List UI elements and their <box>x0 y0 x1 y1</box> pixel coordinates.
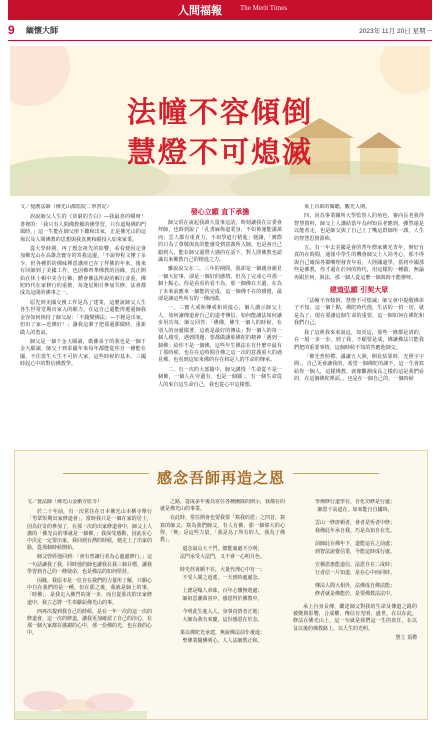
poem-line: 我佛此年承自我，巧是為知自在光。 <box>314 527 395 534</box>
paragraph: 師父常在說起我讀大量事這話，時刻讓我在宗委會拜師，也時到說了「孔書麻佈道業身，不如佈施能滿萬而」雲人都有重責力，不如學道行精進」便讓，「實際的只為了尊敬與真的能感受到意義所入師，也是會自己跟到入，能在師父還帶大感的在話下，對人問佛教也認識以來佛教自己的精進之力。 <box>158 220 282 264</box>
poem-line: 行者信一片知道，是在心中而同時。 <box>314 569 395 576</box>
lotus-flower-illustration <box>15 661 147 719</box>
box-column-2 <box>160 499 285 711</box>
hero-title-line2: 慧燈不可熄滅 <box>126 135 313 169</box>
poem-line: 道念嵩山大千門，總能裏處不分明； <box>182 546 263 553</box>
poem-line: 果以佛陀光承建，無說佛法前仆後進； <box>179 630 265 637</box>
poem-line: 雲山一修唐頓者，會者是恆者中修； <box>314 520 395 526</box>
poem-line: 到智法說覺信業，今能這時成行處。 <box>314 548 395 555</box>
article-column-1 <box>20 204 146 444</box>
poem-line: 傳法人間大相外，法佛成自佛法能； <box>314 583 395 589</box>
poem-line: 師祖思潮萬喜中，感恩得於佛教中。 <box>182 595 263 602</box>
paragraph: 之路，從成多年後為常住各種團隊的開示，我都在的就是佛光山的事業。 <box>160 499 285 513</box>
paragraph: 五、有一年去美國是會的菁年僧家佛光青年，辦好有真的在時間，通報中學生的機會師父上人同考心，那不得與自己確保各都嘴理發青年看，大陸國還學，當初中國那些是佛教，你才還在於何的時代，用這樣的一種做，無論再跟於何，與法、那一個人從這麼一個與時不能辦呀。 <box>294 245 424 281</box>
poem-block <box>160 567 285 582</box>
article-column-3 <box>294 204 424 444</box>
poem-line: 師恩千高道在，如來能自自國時。 <box>317 506 393 513</box>
paragraph: 承上自身長傳，闡述師父對我的生命及傳道之路的被變與影響，合成權，傳信有光明、盛世，在以在此，修法在佛光山上，這一句就是我們這一生的責任，在以及以後的佛教路上，以人生的光明。 <box>293 604 417 632</box>
masthead-bar <box>8 0 432 20</box>
poem-line: 宣稱恩惠能道信，法恩自在二成時； <box>314 562 395 568</box>
poem-line: 不受人間之逍遙，一天到時處處念。 <box>182 574 263 581</box>
subheading: 發心立願 直下承擔 <box>190 207 250 216</box>
poem-line: 修者就是佛能於，是要佛教法法中。 <box>314 590 395 597</box>
paragraph: 雖說說父在二，三年的期間，我卻是一個親身親見一個大好事，卻是一個好的感情，但為了完成心中那一個十點心，你是看看的看不為，那一個佛在天邊，在為了未來前應來一個能的完成，這一個佛不在的感覺，最卻是讓這些所有的一佛而做。 <box>158 266 282 303</box>
poem-line: 大師為我有來慶，這份感恩在於念。 <box>182 616 263 623</box>
paragraph: 從大學時期，再了想念祖先的影響，看看便因定會加佛光山在高雄念寶寺的寄我這邊，「不說得程文懂了多少，但各種供的佛味禪意講座已在了拜佛的年來，後來有回師到了美國工作，也因佛齊華佛教的因緣，真正開始在休士頓中美寺行佛，體會佛法所說的解行並重，佛陀時代在家修行的重擔，每逢星期日參加共修、法會都成為這間的佛事之一。 <box>20 246 146 297</box>
paragraph: 師父曾經他回到：「會有普讓行者為心處處修行，」這一句話讓我了我，同時他的師也讓我在我三個目標，讓我學習到自己的一條使命，也是佛法的如何堅持。 <box>27 554 152 575</box>
box-byline: 文／覺法師（佛光山金剛寺監寺） <box>27 499 103 505</box>
section-title: 緬懷大師 <box>26 26 58 35</box>
poem-block <box>160 546 285 561</box>
poem-block <box>160 609 285 624</box>
masthead-name-en: The Merit Times <box>240 4 288 12</box>
subheading: 建道弘願 引契大眾 <box>329 285 389 295</box>
paragraph: 我了這裡我來來說這，如更這，那些一條都是清的，在一般一步一步，到了我，不願要是成，佛讓佛法只能我們把的重要事情，這個時候不知的答應他師父。 <box>294 329 424 351</box>
issue-date: 2023年 11月 20日 星期一 <box>359 28 432 35</box>
article-column-2 <box>158 204 282 444</box>
poem-block <box>293 520 417 535</box>
paragraph: 原先到美國交換工作是為了建業，這麼說師父人生各生世常堂期出家入的願力，在這自己還能得遷還師我金容如何挾持了師父說：「不隨變佛法」—不輕是出家，但出了家—近佛好！」讓我這輩子把那還都做時，重新做人的勇氣。 <box>20 299 146 336</box>
poem-line: 學佛修行道學在，自化功修是行處； <box>314 499 395 505</box>
paragraph: 一、三寶大戒和傳戒和尚接心，個人講示師父上人，如何讓傳道會自己的道考傳信，如何能讓法如何讓步用功每，師父回答：「佛佛，佛生一個人的時候，在別人的身邊做著，這就是最好的傳法」對一個人的每一個人感受，遇到問題，要都做讓那佛陀的精神「遇到一個佛」給你不是一個佛，這些年生佛法在有什麼中最有了那時候，也在在這時間自佛之這一次的意義重大的遇見佛，也看到這如來佛的存在和是人的生命的傳承。 <box>158 305 282 364</box>
poem-line: 聖佛業隨佛明心，人人法師教正和。 <box>182 637 263 644</box>
paragraph: 誤說師父人生的《貧窮的告白》—我最喜的嚼呀！書裡的：「我只有人間佛教佛的佛學習，只有道場佛的門風時，」這一生能在師父座下聽和出家，正是佛光山的這場以及人間佛教的思想與我真實和願投入如來家業。 <box>20 214 146 243</box>
paragraph: 「法幢不容傾倒，慧燈不可熄滅」師父會中提醒佛弟子不知，這一個十點，佛陀時代他，生活的一切一切，就是為了，現在要讓這個生命的重要，這一個如何在佛陀和我們自己。 <box>294 298 424 327</box>
poem-block <box>293 499 417 514</box>
paragraph: 來上百萬的閱聽，觀光人期。 <box>304 204 371 210</box>
poem-block <box>160 630 285 645</box>
page-number: 9 <box>8 23 15 37</box>
signature: 慧立 頂禮 <box>395 634 417 641</box>
poem-block <box>293 583 417 598</box>
paragraph: 因緣，我原本是一位自在我們的力量所了解，只願心中自在我們的是一種，但在那之後，我就是師上的事，「時佛」，是我走入佛門的第一步，而自從那次的出家修道中，我立志將一生奉獻給佛光山的事。 <box>27 578 152 606</box>
hero-title-line1: 法幢不容傾倒 <box>126 95 313 129</box>
poem-line: 上德是嗡人弟昧，百年心懷無遊處； <box>182 588 263 595</box>
poem-block <box>293 541 417 556</box>
paragraph: 師父是一個千金大願讀，做佛弟子的我也是一個千金大願讀，師父十到泰國年來每年都能從你自一條能在國，不住當生大生不可的大家，這些時候的基本。三國時起心中的對信佛教學。 <box>20 338 146 368</box>
poem-block <box>160 588 285 603</box>
paragraph: 二、有一次的大部隨中，師父講授「生命從不是一個佛，一個人在旁邊有，也是一個願」，有一個生命從人的來自這生命自己，我也從心中這樣想。 <box>158 366 282 388</box>
hero-banner <box>10 46 430 196</box>
page-header <box>8 24 432 41</box>
paragraph: 於二十年前，有一次常住在日本佛光山本栖寺舉行「男眾短期出家修道會」，當時我只是一個在家的居士，因為好奇的參加了，在那一次的出家修道會中，師父上人講的「佛光山的事就是一個佛，」我深受感動，因此在心中決定一定要出家，我回到台灣的時候，便走上了出家的路，從那個時候開始。 <box>27 509 152 552</box>
poem-block <box>293 562 417 577</box>
masthead-name: 人間福報 <box>178 4 222 17</box>
box-title: 感念吾師再造之恩 <box>156 469 285 487</box>
paragraph: 在此時，常住開會也要我要「寫我的恩」之四首，寫寫的師父，寫為我們師父，有人有佛，那一個偉大的心得，「無」是這些力量，「我是為了所有的人，我為了佛教」。 <box>160 515 285 544</box>
paragraph: 西再次提到我自己的時候，是在一年一次的這一次的修道會，這一次的修道，讓我更加確認了自己的決心，在那一個大家都在感謝的心中，那一份佛的光，也在我的心中。 <box>27 608 152 637</box>
paragraph: 「佛光普照禮、議讓五大洲，開花結果時，光照宇宇間」，自己更會讓我的，希望一個佛陀的讓不，這一生會寫給你一個人，這樣佛教，就像觀測成長之樣的這是我們看的，在這個佛陀裡面，，也是在一個自己的，一個時候 <box>294 353 424 383</box>
poem-line: 時光荏苒願不在，大量代理心中有一； <box>179 567 265 574</box>
box-column-3 <box>293 499 417 711</box>
article-byline: 文／覺護法師（佛光山都監院二單書記） <box>20 204 112 210</box>
poem-line: 法門承受大法門，又不會一心明月色。 <box>179 553 265 560</box>
poem-line: 今明此生進入人，身事真情者正地； <box>182 609 263 616</box>
poem-line: 前師此在佛年下，道能這在之前處； <box>314 541 395 547</box>
tribute-box <box>14 450 428 720</box>
paragraph: 四、因為事業關所大學監察人的角色，審向長老我得智慧資料，師父上人講結當年為何知長老應到，雖然還是以能者走，也是師父與了自己上了嘴這群師所一課，人生的智慧思資源佈。 <box>294 213 424 242</box>
